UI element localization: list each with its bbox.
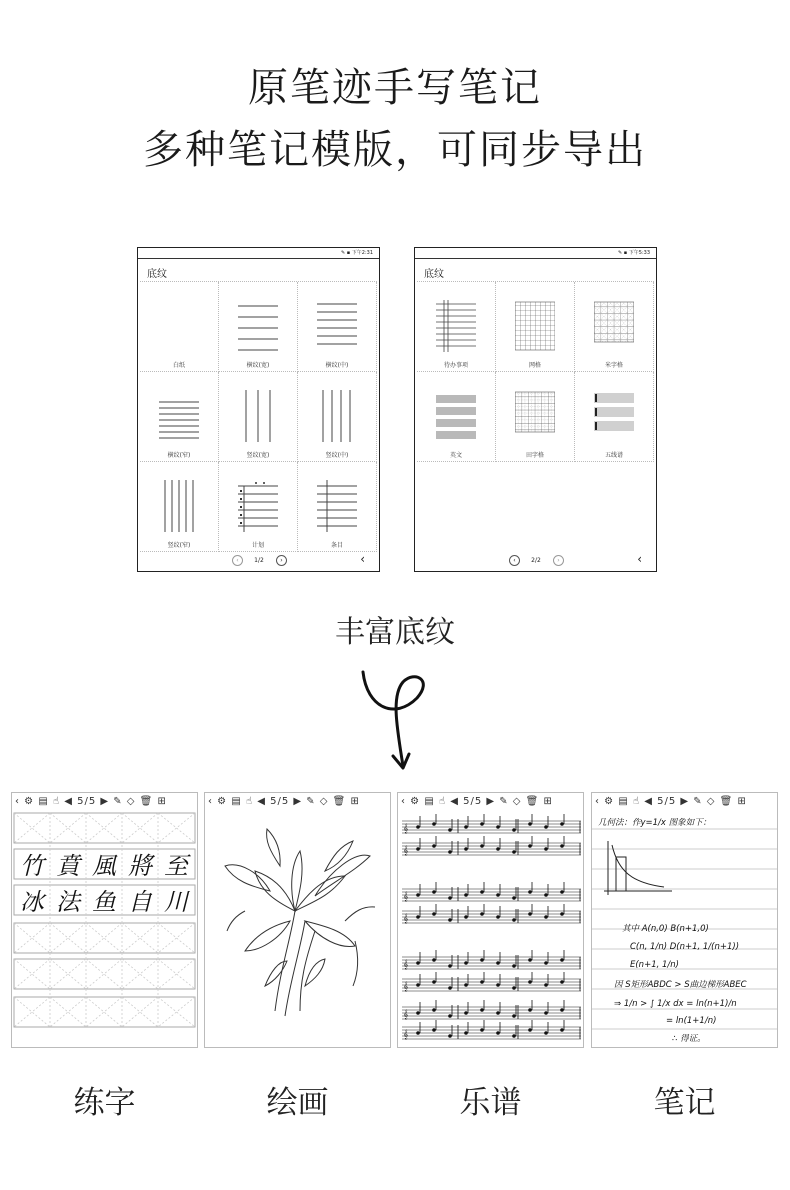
headline-primary: 原笔迹手写笔记 [248,65,542,111]
editor-toolbar[interactable]: ‹ ⚙ ▤ ☝ ◀ 5/5 ▶ ✎ ◇ 🗑 ⊞ [595,796,747,807]
template-lines-wide[interactable] [219,282,298,372]
template-label: 计划 [251,542,264,549]
template-tian-grid[interactable] [496,372,575,462]
calligraphy-char: 竹 [20,852,44,880]
calligraphy-char: 冰 [20,888,44,916]
editor-toolbar[interactable]: ‹ ⚙ ▤ ☝ ◀ 5/5 ▶ ✎ ◇ 🗑 ⊞ [15,796,167,807]
back-chevron-icon[interactable]: ‹ [637,552,642,566]
screen-title: 底纹 [424,269,444,280]
status-time: 下午2:31 [351,250,373,256]
pager [138,553,379,567]
caption-notes: 笔记 [653,1085,716,1121]
pen-icon: ✎ [340,250,346,256]
template-label: 五线谱 [604,452,623,459]
template-label: 横纹(中) [325,362,349,369]
lock-icon: ▪ [346,250,351,256]
calligraphy-char: 風 [92,852,116,880]
template-label: 待办事项 [443,362,468,369]
lock-icon: ▪ [623,250,628,256]
english-lines-thumbnail [436,390,476,442]
pager [415,553,656,567]
template-label: 网格 [528,362,541,369]
editor-toolbar[interactable]: ‹ ⚙ ▤ ☝ ◀ 5/5 ▶ ✎ ◇ 🗑 ⊞ [401,796,553,807]
next-page-button[interactable]: › [276,555,287,566]
template-label: 竖纹(窄) [167,542,191,549]
lined-note-canvas [592,811,777,1047]
prev-page-button[interactable]: ‹ [509,555,520,566]
calligraphy-char: 賁 [56,852,80,880]
template-grid-squares[interactable] [496,282,575,372]
note-line: = ln(1+1/n) [666,1016,717,1026]
status-bar [415,248,656,259]
template-todo[interactable] [417,282,496,372]
page-indicator: 1/2 [254,557,264,564]
template-screen-1 [137,247,380,572]
template-screen-2 [414,247,657,572]
canvas[interactable] [12,811,197,1047]
pen-icon: ✎ [617,250,623,256]
template-blank[interactable] [140,282,219,372]
vertical-lines-thumbnail [238,390,278,442]
template-vertical-wide[interactable] [219,372,298,462]
status-bar [138,248,379,259]
note-line: 其中 A(n,0) B(n+1,0) [622,924,709,934]
vertical-lines-thumbnail [317,390,357,442]
lines-thumbnail [159,390,199,442]
template-grid [417,281,654,554]
music-staff-canvas: 𝄞 [398,811,583,1047]
grid-thumbnail [515,300,555,352]
caption-calligraphy: 练字 [73,1085,136,1121]
template-label: 田字格 [525,452,544,459]
curly-arrow-icon [355,668,435,773]
canvas[interactable] [398,811,583,1047]
note-line: 几何法：作y=1/x 图象如下： [598,818,712,828]
lines-thumbnail [317,300,357,352]
panel-drawing [204,792,391,1048]
template-label: 英文 [449,452,462,459]
calligraphy-char: 川 [164,888,188,916]
template-staff[interactable] [575,372,654,462]
canvas[interactable] [205,811,390,1047]
panel-calligraphy [11,792,198,1048]
calligraphy-char: 法 [56,888,80,916]
todo-thumbnail [436,300,476,352]
note-line: ∴ 得证。 [672,1034,706,1044]
template-mi-grid[interactable] [575,282,654,372]
tian-grid-thumbnail [515,390,555,442]
calligraphy-char: 自 [128,888,152,916]
template-label: 竖纹(宽) [246,452,270,459]
section-label: 丰富底纹 [335,615,455,650]
screen-title: 底纹 [147,269,167,280]
panel-notes [591,792,778,1048]
caption-sheet-music: 乐谱 [459,1085,522,1121]
vertical-lines-thumbnail [159,480,199,532]
template-label: 米字格 [604,362,623,369]
note-line: C(n, 1/n) D(n+1, 1/(n+1)) [630,942,740,952]
template-lines-narrow[interactable] [140,372,219,462]
plan-thumbnail [238,480,278,532]
calligraphy-char: 鱼 [92,888,116,916]
template-label: 条目 [330,542,343,549]
prev-page-button[interactable]: ‹ [232,555,243,566]
editor-toolbar[interactable]: ‹ ⚙ ▤ ☝ ◀ 5/5 ▶ ✎ ◇ 🗑 ⊞ [208,796,360,807]
template-label: 竖纹(中) [325,452,349,459]
calligraphy-char: 至 [164,852,188,880]
lines-thumbnail [238,300,278,352]
lily-sketch [205,811,390,1047]
template-lines-medium[interactable] [298,282,377,372]
template-label: 横纹(窄) [167,452,191,459]
template-english[interactable] [417,372,496,462]
template-plan[interactable] [219,462,298,552]
note-line: ⇒ 1/n > ∫ 1/x dx = ln(n+1)/n [614,999,737,1009]
mi-grid-thumbnail [594,300,634,352]
note-line: 因 S矩形ABDC > S曲边梯形ABEC [614,980,747,990]
panel-sheet-music [397,792,584,1048]
template-label: 白纸 [172,362,185,369]
next-page-button[interactable]: › [553,555,564,566]
template-entries[interactable] [298,462,377,552]
staff-thumbnail [594,390,634,442]
template-grid [140,281,377,554]
status-time: 下午5:33 [628,250,650,256]
headline-secondary: 多种笔记模版，可同步导出 [143,127,647,173]
caption-drawing: 绘画 [266,1085,329,1121]
page-indicator: 2/2 [531,557,541,564]
template-label: 横纹(宽) [246,362,270,369]
back-chevron-icon[interactable]: ‹ [360,552,365,566]
note-line: E(n+1, 1/n) [630,960,679,970]
entries-thumbnail [317,480,357,532]
mi-grid-canvas [12,811,197,1047]
template-vertical-medium[interactable] [298,372,377,462]
calligraphy-char: 將 [128,852,152,880]
canvas[interactable] [592,811,777,1047]
template-vertical-narrow[interactable] [140,462,219,552]
